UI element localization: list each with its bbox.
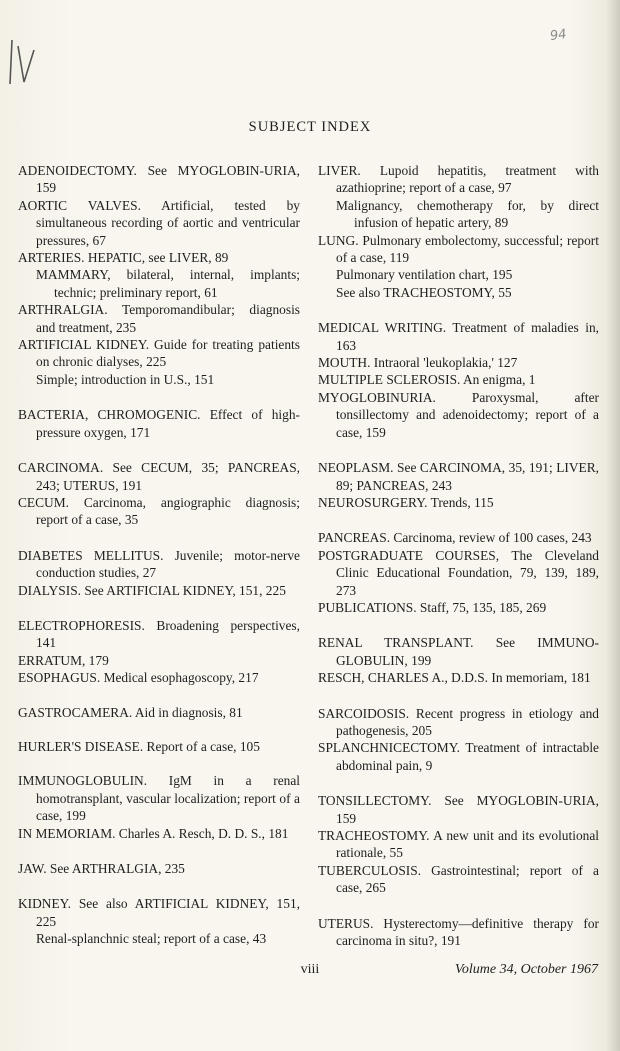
index-entry: PANCREAS. Carcinoma, review of 100 cases, 243 xyxy=(318,530,592,546)
index-entry: ELECTROPHORESIS. Broadening perspectives, 141 xyxy=(18,617,300,651)
index-subentry: Malignancy, chemotherapy for, by direct infusion of hepatic artery, 89 xyxy=(336,197,599,231)
index-entry: DIABETES MELLITUS. Juvenile; motor-nerve conduction studies, 27 xyxy=(18,547,300,581)
index-entry: ERRATUM, 179 xyxy=(18,652,109,668)
index-subentry: Pulmonary ventilation chart, 195 xyxy=(336,267,513,283)
index-entry: ARTERIES. HEPATIC, see LIVER, 89 xyxy=(18,250,229,266)
index-entry: TONSILLECTOMY. See MYOGLOBIN-URIA, 159 xyxy=(318,793,599,826)
index-entry: CARCINOMA. See CECUM, 35; PANCREAS, 243; UTERUS, 191 xyxy=(18,460,300,493)
index-entry: UTERUS. Hysterectomy—definitive therapy for carcinoma in situ?, 191 xyxy=(318,915,599,949)
index-entry: GASTROCAMERA. Aid in diagnosis, 81 xyxy=(18,704,243,720)
index-entry: CECUM. Carcinoma, angiographic diagnosis; report of a case, 35 xyxy=(18,494,300,528)
index-entry: AORTIC VALVES. Artificial, tested by simultaneous recording of aortic and ventricular pressures, 67 xyxy=(18,197,300,248)
index-entry: MULTIPLE SCLEROSIS. An enigma, 1 xyxy=(318,372,536,388)
index-entry: ESOPHAGUS. Medical esophagoscopy, 217 xyxy=(18,670,259,686)
index-entry: ADENOIDECTOMY. See MYOGLOBIN-URIA, 159 xyxy=(18,163,300,196)
index-entry: IN MEMORIAM. Charles A. Resch, D. D. S., 181 xyxy=(18,825,289,841)
index-entry: IMMUNOGLOBULIN. IgM in a renal homotransplant, vascular localization; report of a case, 199 xyxy=(18,773,300,824)
index-entry: TUBERCULOSIS. Gastrointestinal; report of a case, 265 xyxy=(318,862,599,896)
index-subentry: Simple; introduction in U.S., 151 xyxy=(36,371,215,387)
index-entry: SPLANCHNICECTOMY. Treatment of intractable abdominal pain, 9 xyxy=(318,740,599,773)
index-entry: LUNG. Pulmonary embolectomy, successful; report of a case, 119 xyxy=(318,232,599,266)
page-title: SUBJECT INDEX xyxy=(248,119,372,135)
index-entry: KIDNEY. See also ARTIFICIAL KIDNEY, 151, 225 xyxy=(18,896,300,929)
index-entry: HURLER'S DISEASE. Report of a case, 105 xyxy=(18,738,260,754)
pencil-page-number: 94 xyxy=(549,26,568,45)
index-entry: NEOPLASM. See CARCINOMA, 35, 191; LIVER, 89; PANCREAS, 243 xyxy=(318,460,599,493)
index-subentry: See also TRACHEOSTOMY, 55 xyxy=(336,284,512,300)
index-entry: ARTHRALGIA. Temporomandibular; diagnosis and treatment, 235 xyxy=(18,302,300,335)
index-entry: ARTIFICIAL KIDNEY. Guide for treating patients on chronic dialyses, 225 xyxy=(18,337,300,370)
index-entry: PUBLICATIONS. Staff, 75, 135, 185, 269 xyxy=(318,599,547,615)
folio: viii xyxy=(300,962,320,977)
volume-line: Volume 34, October 1967 xyxy=(454,962,598,977)
index-entry: MEDICAL WRITING. Treatment of maladies in, 163 xyxy=(318,320,599,353)
index-subentry: Renal-splanchnic steal; report of a case, 43 xyxy=(36,931,267,947)
index-entry: POSTGRADUATE COURSES, The Cleveland Clinic Educational Foundation, 79, 139, 189, 273 xyxy=(318,547,599,598)
index-entry: DIALYSIS. See ARTIFICIAL KIDNEY, 151, 225 xyxy=(18,582,286,598)
index-entry: BACTERIA, CHROMOGENIC. Effect of high-pressure oxygen, 171 xyxy=(18,407,300,440)
index-column-left xyxy=(18,162,300,948)
index-entry: SARCOIDOSIS. Recent progress in etiology and pathogenesis, 205 xyxy=(318,705,599,738)
index-entry: LIVER. Lupoid hepatitis, treatment with azathioprine; report of a case, 97 xyxy=(318,163,599,196)
index-entry: RESCH, CHARLES A., D.D.S. In memoriam, 181 xyxy=(318,670,591,686)
page-edge-shadow xyxy=(606,0,620,1051)
index-entry: RENAL TRANSPLANT. See IMMUNO-GLOBULIN, 199 xyxy=(318,635,599,668)
index-entry: TRACHEOSTOMY. A new unit and its evolutional rationale, 55 xyxy=(318,828,599,861)
index-entry: JAW. See ARTHRALGIA, 235 xyxy=(18,861,185,876)
index-subentry: MAMMARY, bilateral, internal, implants; technic; preliminary report, 61 xyxy=(36,267,300,300)
index-entry: NEUROSURGERY. Trends, 115 xyxy=(318,494,494,510)
handwritten-mark-icon xyxy=(6,32,42,92)
index-column-right xyxy=(318,162,599,949)
index-entry: MYOGLOBINURIA. Paroxysmal, after tonsillectomy and adenoidectomy; report of a case, 159 xyxy=(318,389,599,440)
index-entry: MOUTH. Intraoral 'leukoplakia,' 127 xyxy=(318,355,518,371)
